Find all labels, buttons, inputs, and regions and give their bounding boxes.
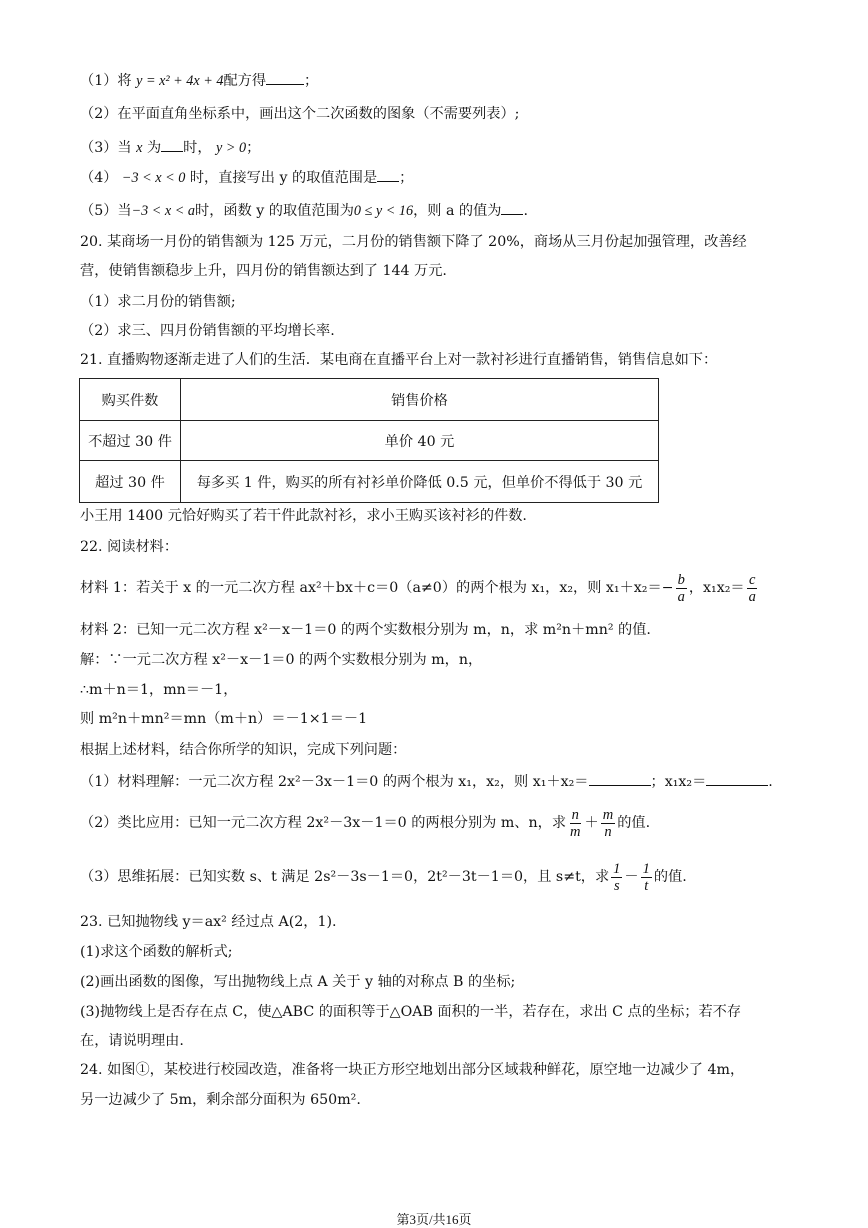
answer-blank [377,167,399,182]
condition: y > 0 [216,140,247,156]
q19-part4: （4） −3 < x < 0 时，直接写出 y 的取值范围是 ； [80,167,413,188]
text: 的值. [617,815,651,831]
condition: −3 < x < 0 [121,170,186,186]
q23-line3: (2)画出函数的图像，写出抛物线上点 A 关于 y 轴的对称点 B 的坐标; [80,974,516,990]
text: ，则 a 的值为 [413,203,502,219]
q22-part3 [80,857,687,897]
q19-part2: （2）在平面直角坐标系中，画出这个二次函数的图象（不需要列表）; [80,106,520,122]
fraction [747,572,758,605]
numerator: 1 [613,860,621,877]
operator: ＋ [584,815,599,831]
text: 时，函数 y 的取值范围为 [195,203,354,219]
page-footer: 第3页/共16页 [396,1212,472,1227]
q22-solution2: ∴m＋n＝1，mn＝－1， [80,682,238,698]
q22-part2 [80,803,650,843]
equation: y = x² + 4x + 4 [136,73,224,89]
numerator: n [571,806,579,823]
q23-line5: 在，请说明理由. [80,1033,184,1049]
numerator: m [602,806,614,823]
denominator: t [644,877,649,894]
fraction [611,861,622,894]
q20-line2: 营，使销售额稳步上升，四月份的销售额达到了 144 万元. [80,263,447,279]
range: 0 ≤ y < 16 [353,203,414,219]
q19-part3: （3）当 x 为 时， y > 0； [80,137,260,158]
text: 的值. [653,869,687,885]
table-cell: 超过 30 件 [80,461,181,503]
sales-table [79,378,659,503]
q21-intro: 21. 直播购物逐渐走进了人们的生活．某电商在直播平台上对一款衬衫进行直播销售，销售信息如下： [80,352,718,368]
text: （1）将 [80,73,137,89]
text: 时， [183,140,212,156]
fraction [676,572,687,605]
table-header: 购买件数 [80,379,181,421]
text: （3）当 [80,140,132,156]
answer-blank [706,771,768,786]
table-row [80,461,659,503]
text: （3）思维拓展：已知实数 s、t 满足 2s²－3s－1＝0，2t²－3t－1＝0，且 s≠t，求 [80,869,610,885]
q20-part2: （2）求三、四月份销售额的平均增长率. [80,323,335,339]
text: （2）类比应用：已知一元二次方程 2x²－3x－1＝0 的两根分别为 m、n，求 [80,815,567,831]
q22-title: 22. 阅读材料： [80,539,179,555]
fraction [641,861,652,894]
q22-instruction: 根据上述材料，结合你所学的知识，完成下列问题： [80,742,407,758]
answer-blank [589,771,651,786]
fraction [568,807,582,840]
q23-line4: (3)抛物线上是否存在点 C，使△ABC 的面积等于△OAB 面积的一半，若存在，求出 C 点的坐标；若不存 [80,1004,742,1020]
text: ；x₁x₂＝ [650,774,707,790]
q22-part1: （1）材料理解：一元二次方程 2x²－3x－1＝0 的两个根为 x₁，x₂，则 x₁＋x₂＝ ；x₁x₂＝ . [80,771,773,792]
text: 配方得 [223,73,267,89]
table-header: 销售价格 [181,379,659,421]
table-cell: 不超过 30 件 [80,421,181,461]
text: （1）材料理解：一元二次方程 2x²－3x－1＝0 的两个根为 x₁，x₂，则 x₁＋x₂＝ [80,774,589,790]
q19-part1: （1）将 y = x² + 4x + 4配方得 ； [80,70,318,91]
q23-line2: (1)求这个函数的解析式; [80,944,233,960]
table-cell: 每多买 1 件，购买的所有衬衫单价降低 0.5 元，但单价不得低于 30 元 [181,461,659,503]
answer-blank [501,200,523,215]
text: 时，直接写出 y 的取值范围是 [189,170,378,186]
denominator: s [613,877,620,894]
fraction [601,807,615,840]
operator: － [624,869,639,885]
text: （5）当 [80,203,132,219]
q21-question: 小王用 1400 元恰好购买了若干件此款衬衫，求小王购买该衬衫的件数. [80,508,527,524]
q19-part5: （5）当−3 < x < a时，函数 y 的取值范围为0 ≤ y < 16，则 a 的值为 . [80,200,528,221]
table-cell: 单价 40 元 [181,421,659,461]
q22-solution1: 解：∵一元二次方程 x²－x－1＝0 的两个实数根分别为 m，n， [80,652,483,668]
numerator: b [677,571,685,588]
q22-solution3: 则 m²n＋mn²＝mn（m＋n）＝－1×1＝－1 [80,711,368,727]
denominator: m [570,823,581,840]
text: 为 [146,140,162,156]
denominator: a [677,588,685,605]
denominator: n [604,823,612,840]
q20-line1: 20. 某商场一月份的销售额为 125 万元，二月份的销售额下降了 20%，商场从三月份起加强管理，改善经 [80,234,747,250]
text: 材料 1：若关于 x 的一元二次方程 ax²＋bx＋c＝0（a≠0）的两个根为 x₁，x₂，则 x₁＋x₂＝− [80,580,674,596]
q22-material1 [80,568,760,608]
numerator: c [748,571,756,588]
table-header-row [80,379,659,421]
denominator: a [748,588,756,605]
text: ，x₁x₂＝ [688,580,745,596]
numerator: 1 [642,860,650,877]
table-row [80,421,659,461]
q22-material2: 材料 2：已知一元二次方程 x²－x－1＝0 的两个实数根分别为 m，n，求 m²n＋mn² 的值. [80,622,651,638]
q23-line1: 23. 已知抛物线 y＝ax² 经过点 A(2，1). [80,914,337,930]
answer-blank [266,70,304,85]
condition: −3 < x < a [131,203,195,219]
q24-line2: 另一边减少了 5m，剩余部分面积为 650m². [80,1092,361,1108]
q24-line1: 24. 如图①，某校进行校园改造，准备将一块正方形空地划出部分区域栽种鲜花，原空地一边减少了 4m， [80,1062,745,1078]
answer-blank [161,137,183,152]
q20-part1: （1）求二月份的销售额; [80,294,236,310]
